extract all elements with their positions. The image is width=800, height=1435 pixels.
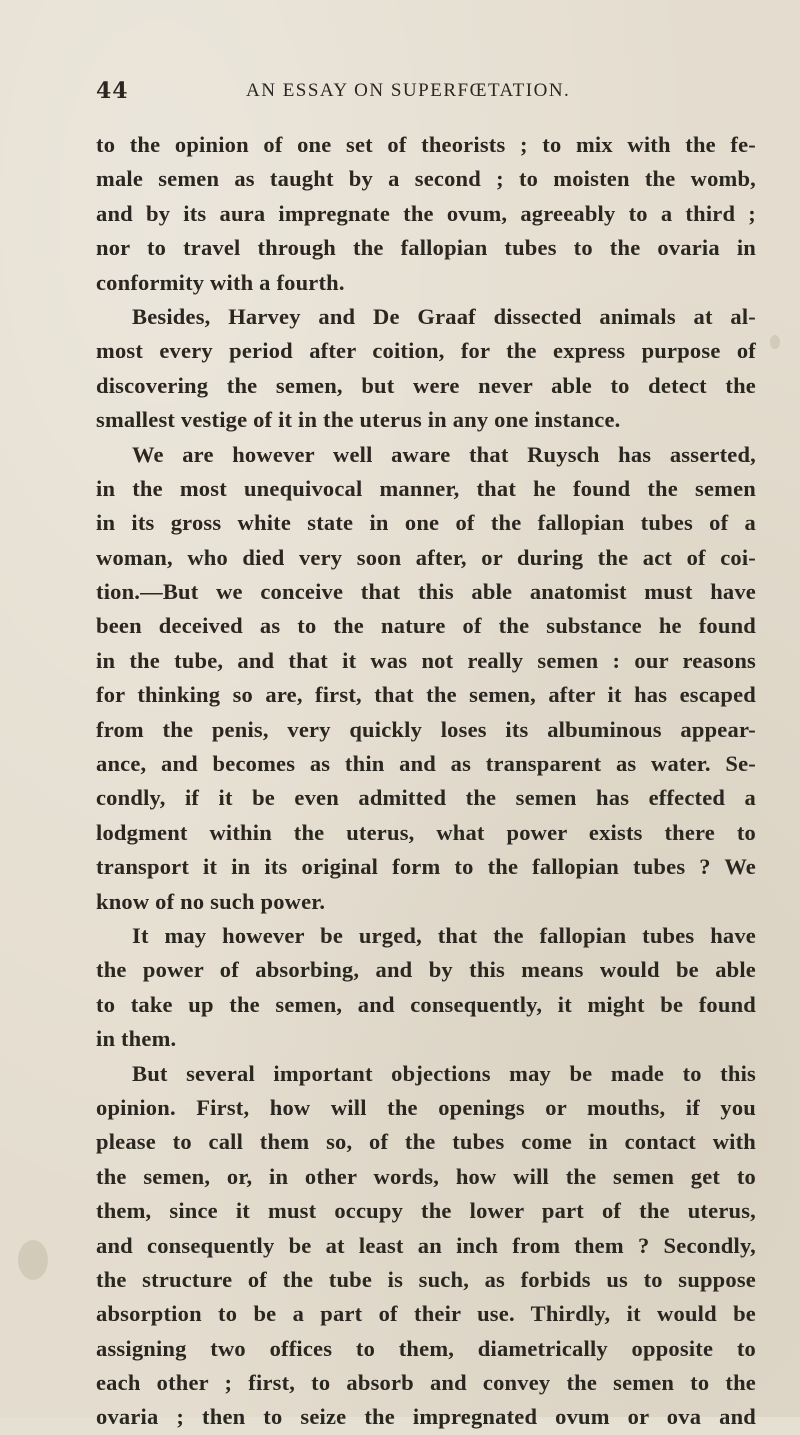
text-line: know of no such power. — [96, 888, 326, 914]
text-line: opinion. First, how will the openings or mouths, if you — [96, 1094, 756, 1120]
text-line: Besides, Harvey and De Graaf dissected animals at al- — [132, 303, 756, 329]
text-line: ovaria ; then to seize the impregnated ovum or ova and — [96, 1404, 756, 1430]
text-line: for thinking so are, first, that the semen, after it has escaped — [96, 682, 756, 708]
text-line: most every period after coition, for the express purpose of — [96, 338, 756, 364]
text-line: assigning two offices to them, diametrically opposite to — [96, 1335, 756, 1361]
text-line: and consequently be at least an inch from them ? Secondly, — [96, 1232, 756, 1258]
text-line: the structure of the tube is such, as forbids us to suppose — [96, 1266, 756, 1292]
text-line: ance, and becomes as thin and as transparent as water. Se- — [96, 751, 756, 777]
page-number: 44 — [96, 78, 129, 104]
text-line: been deceived as to the nature of the substance he found — [96, 613, 756, 639]
text-line: smallest vestige of it in the uterus in any one instance. — [96, 407, 621, 433]
text-line: It may however be urged, that the fallopian tubes have — [132, 922, 756, 948]
text-line: conformity with a fourth. — [96, 269, 345, 295]
running-head — [96, 78, 756, 108]
text-line: male semen as taught by a second ; to moisten the womb, — [96, 166, 756, 192]
body-text — [96, 128, 756, 1435]
header-title: AN ESSAY ON SUPERFŒTATION. — [246, 80, 571, 101]
text-line: tion.—But we conceive that this able anatomist must have — [96, 579, 756, 605]
paper-stain — [18, 1240, 48, 1280]
text-line: nor to travel through the fallopian tubes to the ovaria in — [96, 235, 756, 261]
text-line: them, since it must occupy the lower part of the uterus, — [96, 1198, 756, 1224]
text-line: condly, if it be even admitted the semen has effected a — [96, 785, 756, 811]
text-line: from the penis, very quickly loses its albuminous appear- — [96, 716, 756, 742]
text-line: and by its aura impregnate the ovum, agreeably to a third ; — [96, 200, 756, 226]
text-line: in the tube, and that it was not really semen : our reasons — [96, 647, 756, 673]
text-line: to the opinion of one set of theorists ; to mix with the fe- — [96, 132, 756, 157]
text-line: transport it in its original form to the fallopian tubes ? We — [96, 854, 756, 880]
text-line: please to call them so, of the tubes come in contact with — [96, 1129, 756, 1155]
text-line: each other ; first, to absorb and convey the semen to the — [96, 1370, 756, 1396]
text-line: in them. — [96, 1026, 177, 1052]
text-line: in its gross white state in one of the fallopian tubes of a — [96, 510, 756, 536]
text-line: woman, who died very soon after, or during the act of coi- — [96, 544, 756, 570]
text-line: in the most unequivocal manner, that he found the semen — [96, 475, 756, 501]
paper-stain — [770, 335, 780, 349]
text-line: lodgment within the uterus, what power exists there to — [96, 819, 756, 845]
text-line: discovering the semen, but were never able to detect the — [96, 372, 756, 398]
text-line: to take up the semen, and consequently, it might be found — [96, 991, 756, 1017]
text-line: the power of absorbing, and by this means would be able — [96, 957, 756, 983]
text-line: the semen, or, in other words, how will the semen get to — [96, 1163, 756, 1189]
text-line: We are however well aware that Ruysch has asserted, — [132, 441, 756, 467]
text-line: absorption to be a part of their use. Thirdly, it would be — [96, 1301, 756, 1327]
text-line: But several important objections may be made to this — [132, 1060, 756, 1086]
